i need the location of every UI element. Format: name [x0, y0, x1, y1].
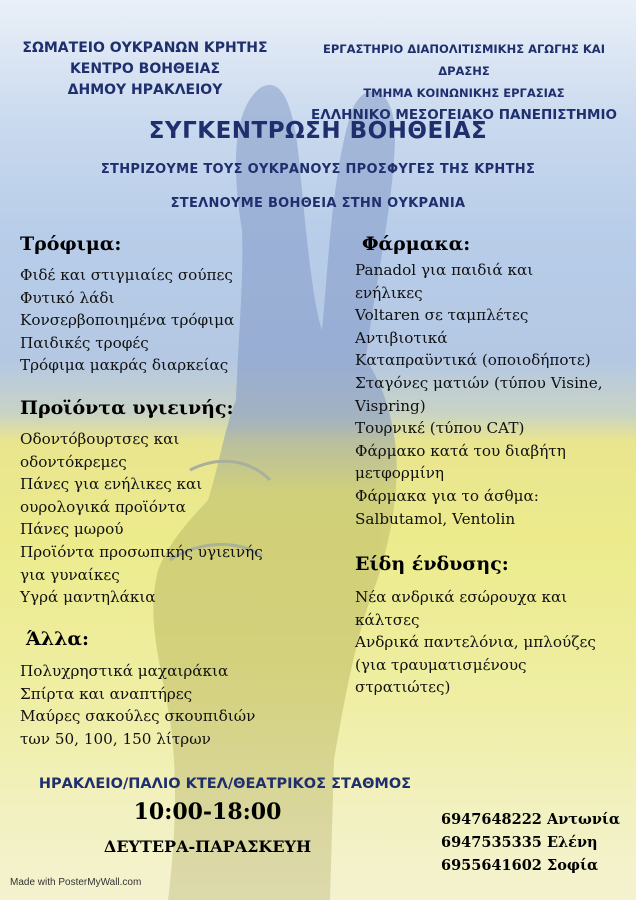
- contact-item: 6947648222 Αντωνία: [441, 811, 621, 828]
- list-item: ενήλικες: [355, 283, 423, 302]
- list-item: Καταπραϋντικά (οποιοδήποτε): [355, 351, 591, 370]
- list-item: Ανδρικά παντελόνια, μπλούζες: [355, 633, 596, 652]
- header-right-line-3: ΕΛΛΗΝΙΚΟ ΜΕΣΟΓΕΙΑΚΟ ΠΑΝΕΠΙΣΤΗΜΙΟ: [311, 107, 617, 123]
- section-heading-other: Άλλα:: [26, 628, 90, 650]
- list-clothing: [355, 586, 596, 699]
- list-item: Οδοντόβουρτσες και: [20, 430, 180, 448]
- list-hygiene: [20, 428, 263, 609]
- list-item: Κονσερβοποιημένα τρόφιμα: [20, 311, 235, 330]
- list-item: των 50, 100, 150 λίτρων: [20, 729, 211, 748]
- list-item: Προϊόντα προσωπικής υγιεινής: [20, 542, 263, 561]
- list-item: Φάρμακο κατά του διαβήτη: [355, 441, 566, 460]
- list-item: Τουρνικέ (τύπου CAT): [355, 419, 525, 438]
- list-item: στρατιώτες): [355, 678, 451, 697]
- list-item: Panadol για παιδιά και: [355, 261, 534, 279]
- list-item: οδοντόκρεμες: [20, 452, 127, 471]
- list-item: Voltaren σε ταμπλέτες: [355, 306, 529, 325]
- header-right-line-2: ΤΜΗΜΑ ΚΟΙΝΩΝΙΚΗΣ ΕΡΓΑΣΙΑΣ: [363, 86, 565, 100]
- list-item: Παιδικές τροφές: [20, 333, 149, 352]
- collection-days: ΔΕΥΤΕΡΑ-ΠΑΡΑΣΚΕΥΗ: [103, 837, 312, 856]
- list-item: Νέα ανδρικά εσώρουχα και: [355, 588, 568, 606]
- list-other: [20, 660, 255, 750]
- list-item: Salbutamol, Ventolin: [355, 509, 516, 528]
- list-item: Μαύρες σακούλες σκουπιδιών: [20, 707, 256, 726]
- list-item: ουρολογικά προϊόντα: [20, 497, 186, 516]
- poster-title: ΣΥΓΚΕΝΤΡΩΣΗ ΒΟΗΘΕΙΑΣ: [148, 118, 488, 144]
- list-item: Φυτικό λάδι: [20, 288, 115, 307]
- section-heading-medicine: Φάρμακα:: [362, 233, 471, 255]
- list-item: Πάνες για ενήλικες και: [20, 475, 203, 494]
- header-left-line-2: ΚΕΝΤΡΟ ΒΟΗΘΕΙΑΣ: [69, 61, 221, 77]
- list-food: [20, 264, 234, 377]
- poster-subtitle-2: ΣΤΕΛΝΟΥΜΕ ΒΟΗΘΕΙΑ ΣΤΗΝ ΟΥΚΡΑΝΙΑ: [170, 196, 466, 211]
- poster-subtitle-1: ΣΤΗΡΙΖΟΥΜΕ ΤΟΥΣ ΟΥΚΡΑΝΟΥΣ ΠΡΟΣΦΥΓΕΣ ΤΗΣ ΚΡΗΤΗΣ: [100, 162, 536, 177]
- list-item: Πολυχρηστικά μαχαιράκια: [20, 662, 229, 680]
- list-item: Vispring): [355, 396, 426, 415]
- list-item: Πάνες μωρού: [20, 520, 124, 539]
- contact-list: [441, 808, 620, 877]
- section-heading-food: Τρόφιμα:: [20, 233, 122, 255]
- list-item: μετφορμίνη: [355, 464, 445, 483]
- list-medicine: [355, 259, 603, 530]
- list-item: Φιδέ και στιγμιαίες σούπες: [20, 266, 233, 284]
- collection-hours: 10:00-18:00: [133, 799, 282, 825]
- header-right-organizations: [296, 38, 632, 126]
- list-item: Υγρά μαντηλάκια: [20, 588, 156, 607]
- list-item: Φάρμακα για το άσθμα:: [355, 486, 539, 505]
- header-left-line-3: ΔΗΜΟΥ ΗΡΑΚΛΕΙΟΥ: [67, 82, 223, 98]
- list-item: Σταγόνες ματιών (τύπου Visine,: [355, 373, 603, 392]
- made-with-credit: Made with PosterMyWall.com: [10, 877, 142, 888]
- list-item: Σπίρτα και αναπτήρες: [20, 684, 193, 703]
- list-item: Αντιβιοτικά: [355, 328, 448, 347]
- header-right-line-1: ΕΡΓΑΣΤΗΡΙΟ ΔΙΑΠΟΛΙΤΙΣΜΙΚΗΣ ΑΓΩΓΗΣ ΚΑΙ ΔΡΑΣΗΣ: [323, 42, 605, 78]
- list-item: για γυναίκες: [20, 565, 120, 584]
- list-item: (για τραυματισμένους: [355, 655, 527, 674]
- contact-item: 6947535335 Ελένη: [441, 834, 598, 851]
- contact-item: 6955641602 Σοφία: [441, 857, 599, 874]
- section-heading-clothing: Είδη ένδυσης:: [355, 553, 509, 575]
- section-heading-hygiene: Προϊόντα υγιεινής:: [20, 397, 234, 419]
- header-left-line-1: ΣΩΜΑΤΕΙΟ ΟΥΚΡΑΝΩΝ ΚΡΗΤΗΣ: [22, 40, 268, 56]
- header-left-organizations: [10, 38, 280, 101]
- list-item: Τρόφιμα μακράς διαρκείας: [20, 356, 229, 375]
- list-item: κάλτσες: [355, 610, 420, 629]
- collection-location: ΗΡΑΚΛΕΙΟ/ΠΑΛΙΟ ΚΤΕΛ/ΘΕΑΤΡΙΚΟΣ ΣΤΑΘΜΟΣ: [38, 776, 412, 792]
